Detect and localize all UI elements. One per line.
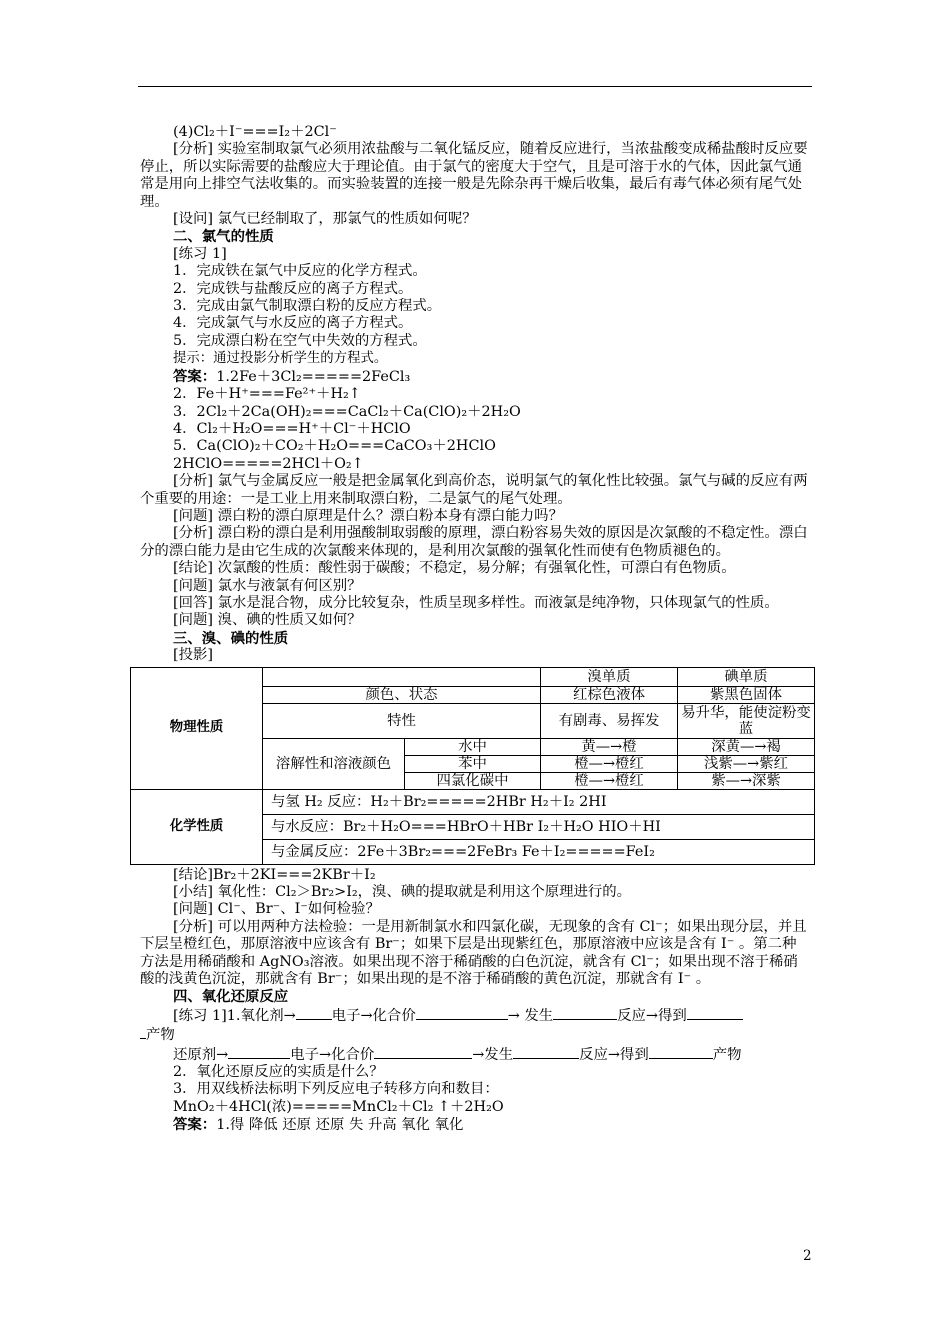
- question-br-i: [问题] 溴、碘的性质又如何？: [173, 612, 362, 629]
- product-text: 产物: [146, 1027, 175, 1044]
- exercise-item-5: 5．完成漂白粉在空气中失效的方程式。: [173, 332, 427, 349]
- exercise-item-1: 1．完成铁在氯气中反应的化学方程式。: [173, 263, 427, 280]
- solvent-water: 水中: [405, 738, 541, 755]
- final-answer-line: [140, 1116, 810, 1134]
- conclusion-kbr: [结论]Br₂＋2KI===2KBr＋I₂: [173, 866, 376, 883]
- occurs-text: → 发生: [507, 1007, 554, 1024]
- reaction-text: 反应→得到: [617, 1007, 687, 1024]
- exercise-item-4: 4．完成氯气与水反应的离子方程式。: [173, 315, 413, 332]
- col-bromine: 溴单质: [541, 667, 678, 686]
- answer-line-4: 4．Cl₂＋H₂O===H⁺＋Cl⁻＋HClO: [173, 420, 411, 437]
- question-paragraph: [设问] 氯气已经制取了，那氯气的性质如何呢？: [173, 211, 477, 228]
- bromine-color: 红棕色液体: [541, 686, 678, 703]
- blank-field[interactable]: [296, 1006, 332, 1020]
- redox-question-2: 2．氧化还原反应的实质是什么？: [173, 1064, 384, 1081]
- blank-field[interactable]: [416, 1006, 508, 1020]
- answer-1: 1.2Fe＋3Cl₂=====2FeCl₃: [216, 368, 411, 385]
- hint-line: 提示：通过投影分析学生的方程式。: [173, 351, 388, 367]
- iodine-color: 紫黑色固体: [678, 686, 815, 703]
- reaction-metal: 与金属反应：2Fe＋3Br₂===2FeBr₃ Fe＋I₂=====FeI₂: [263, 839, 815, 864]
- redox-equation: MnO₂＋4HCl(浓)=====MnCl₂＋Cl₂ ↑＋2H₂O: [173, 1098, 504, 1115]
- bromine-ccl4: 橙—→橙红: [541, 772, 678, 789]
- question-chlorine-water: [问题] 氯水与液氯有何区别？: [173, 577, 362, 594]
- exercise-label: [练习 1]: [173, 245, 227, 262]
- solvent-ccl4: 四氯化碳中: [405, 772, 541, 789]
- solvent-benzene: 苯中: [405, 755, 541, 772]
- col-iodine: 碘单质: [678, 667, 815, 686]
- blank-field[interactable]: [553, 1006, 617, 1020]
- iodine-ccl4: 紫—→深紫: [678, 772, 815, 789]
- section-heading-2: 二、氯气的性质: [173, 228, 274, 246]
- page-number: 2: [803, 1248, 812, 1264]
- header-rule: [138, 86, 812, 87]
- bromine-iodine-table: [130, 667, 815, 865]
- redox-question-3: 3．用双线桥法标明下列反应电子转移方向和数目：: [173, 1081, 499, 1098]
- bromine-benzene: 橙—→橙红: [541, 755, 678, 772]
- electron-text: 电子→化合价: [290, 1046, 375, 1063]
- question-bleach: [问题] 漂白粉的漂白原理是什么？漂白粉本身有漂白能力吗？: [173, 507, 563, 524]
- answer-label: 答案：: [173, 367, 217, 385]
- equation-4: (4)Cl₂＋I⁻===I₂＋2Cl⁻: [173, 124, 337, 140]
- exercise-item-2: 2．完成铁与盐酸反应的离子方程式。: [173, 280, 413, 297]
- bromine-special: 有剧毒、易挥发: [541, 703, 678, 738]
- bromine-water: 黄—→橙: [541, 738, 678, 755]
- answer-chlorine-water: [回答] 氯水是混合物，成分比较复杂，性质呈现多样性。而液氯是纯净物，只体现氯气的性质。: [173, 594, 779, 611]
- occurs-text: →发生: [472, 1046, 514, 1063]
- answer-line-2: 2．Fe＋H⁺===Fe²⁺＋H₂↑: [173, 386, 361, 403]
- blank-field[interactable]: [374, 1045, 472, 1059]
- iodine-water: 深黄—→褐: [678, 738, 815, 755]
- reaction-text: 反应→得到: [579, 1046, 649, 1063]
- blank-field[interactable]: [687, 1006, 743, 1020]
- answer-label: 答案：: [173, 1116, 217, 1134]
- electron-text: 电子→化合价: [331, 1007, 416, 1024]
- reductant-label: 还原剂→: [173, 1046, 229, 1063]
- row-color-state: 颜色、状态: [263, 686, 541, 703]
- final-answer: 1.得 降低 还原 还原 失 升高 氧化 氧化: [216, 1117, 464, 1134]
- redox-exercise-1b: [140, 1045, 810, 1064]
- row-special: 特性: [263, 703, 541, 738]
- question-halide-test: [问题] Cl⁻、Br⁻、I⁻如何检验？: [173, 901, 380, 918]
- answer-line-6: 2HClO=====2HCl＋O₂↑: [173, 455, 364, 472]
- chemical-properties-label: 化学性质: [131, 789, 263, 864]
- reaction-water: 与水反应：Br₂＋H₂O===HBrO＋HBr I₂＋H₂O HIO＋HI: [263, 814, 815, 839]
- iodine-benzene: 浅紫—→紫红: [678, 755, 815, 772]
- oxidant-label: [练习 1]1.氧化剂→: [173, 1007, 296, 1024]
- blank-field[interactable]: [649, 1045, 713, 1059]
- projection-label: [投影]: [173, 647, 214, 664]
- summary-oxidizing: [小结] 氧化性：Cl₂＞Br₂>I₂，溴、碘的提取就是利用这个原理进行的。: [173, 884, 632, 900]
- product-text: 产物: [712, 1046, 742, 1063]
- blank-field[interactable]: [513, 1045, 579, 1059]
- reaction-hydrogen: 与氢 H₂ 反应：H₂＋Br₂=====2HBr H₂＋I₂ 2HI: [263, 789, 815, 814]
- analysis-halide-test: [分析] 可以用两种方法检验：一是用新制氯水和四氯化碳，无现象的含有 Cl⁻；如果出现分层，并且下层呈橙红色，那原溶液中应该含有 Br⁻；如果下层是出现紫红色，那原溶液中应该是含有 I⁻ 。第二种方法是用稀硝酸和 AgNO₃溶液。如果出现不溶于稀硝酸的白色沉淀，就含有 Cl⁻；如果出现不溶于稀硝酸的浅黄色沉淀，那就含有 Br⁻；如果出现的是不溶于稀硝酸的黄色沉淀，那就含有 I⁻ 。: [140, 918, 807, 988]
- document-body: [140, 124, 810, 1135]
- blank-field[interactable]: [228, 1045, 290, 1059]
- analysis-paragraph: [分析] 实验室制取氯气必须用浓盐酸与二氧化锰反应，随着反应进行，当浓盐酸变成稀盐酸时反应要停止，所以实际需要的盐酸应大于理论值。由于氯气的密度大于空气，且是可溶于水的气体，因此氯气通常是用向上排空气法收集的。而实验装置的连接一般是先除杂再干燥后收集，最后有毒气体必须有尾气处理。: [140, 141, 808, 210]
- analysis-paragraph-3: [分析] 漂白粉的漂白是利用强酸制取弱酸的原理，漂白粉容易失效的原因是次氯酸的不稳定性。漂白分的漂白能力是由它生成的次氯酸来体现的，是利用次氯酸的强氧化性而使有色物质褪色的。: [140, 525, 808, 559]
- answer-line-1: [140, 368, 810, 386]
- answer-line-3: 3．2Cl₂＋2Ca(OH)₂===CaCl₂＋Ca(ClO)₂＋2H₂O: [173, 403, 521, 420]
- physical-properties-label: 物理性质: [131, 667, 263, 789]
- table-header-blank: [263, 667, 541, 686]
- exercise-item-3: 3．完成由氯气制取漂白粉的反应方程式。: [173, 298, 442, 315]
- row-solubility: 溶解性和溶液颜色: [263, 738, 405, 789]
- answer-line-5: 5．Ca(ClO)₂＋CO₂＋H₂O===CaCO₃＋2HClO: [173, 438, 496, 455]
- section-heading-4: 四、氧化还原反应: [173, 988, 289, 1006]
- iodine-special: 易升华，能使淀粉变蓝: [678, 703, 815, 738]
- analysis-paragraph-2: [分析] 氯气与金属反应一般是把金属氧化到高价态，说明氯气的氧化性比较强。氯气与碱的反应有两个重要的用途：一是工业上用来制取漂白粉，二是氯气的尾气处理。: [140, 473, 808, 507]
- conclusion-hclo: [结论] 次氯酸的性质：酸性弱于碳酸；不稳定，易分解；有强氧化性，可漂白有色物质。: [173, 560, 736, 577]
- redox-exercise-1: [140, 1006, 810, 1045]
- section-heading-3: 三、溴、碘的性质: [173, 629, 289, 647]
